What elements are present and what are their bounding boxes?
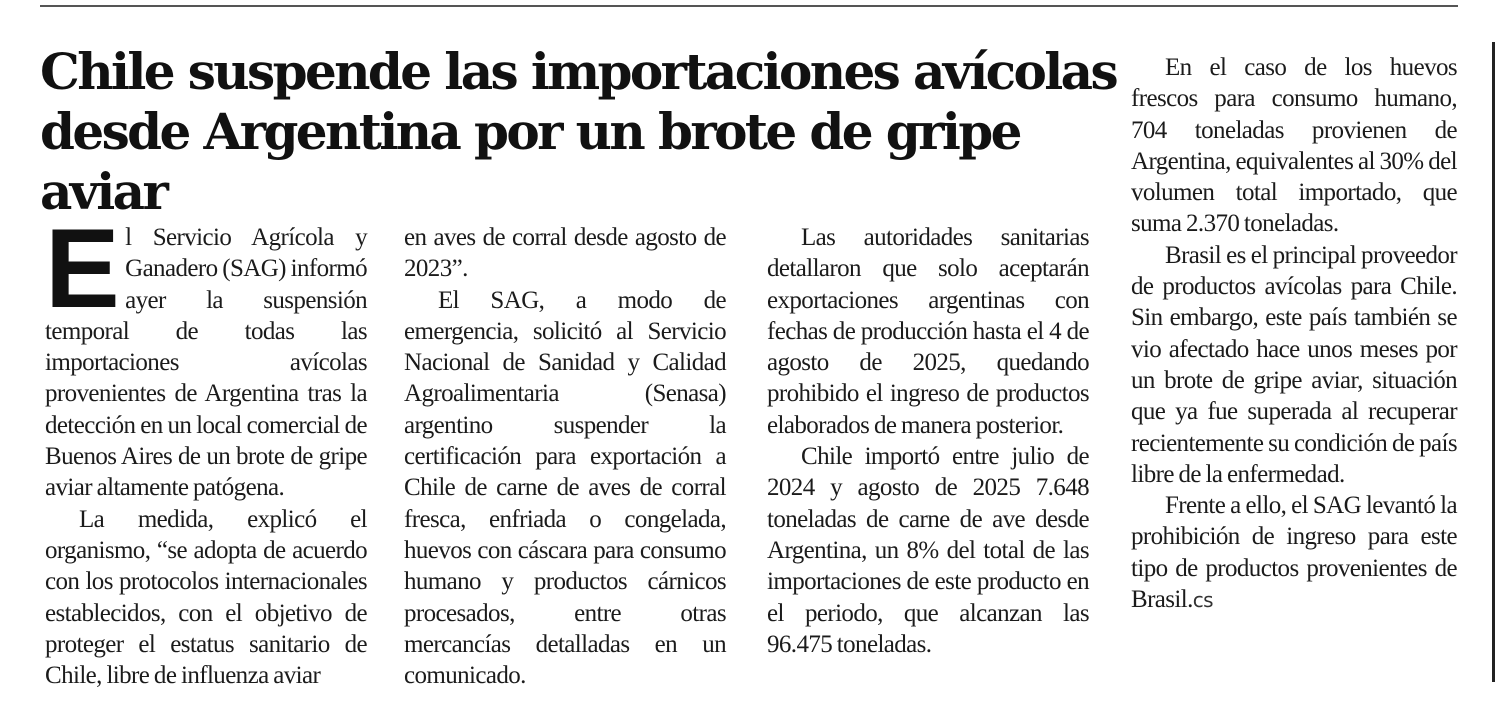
article-column-3 xyxy=(767,222,1089,660)
paragraph: Brasil es el principal proveedor de productos avícolas para Chile. Sin embargo, este país también se vio afectado hace unos meses por un brote de gripe aviar, situación que ya fue superada al recuperar recientemente su condición de país libre de la enfermedad. xyxy=(1131,241,1457,488)
drop-cap: E xyxy=(45,206,120,331)
paragraph: Las autoridades sanitarias detallaron que solo aceptarán exportaciones argentinas con fechas de producción hasta el 4 de agosto de 2025, quedando prohibido el ingreso de productos elaborados de manera posterior. xyxy=(767,224,1089,439)
paragraph: La medida, explicó el organismo, “se adopta de acuerdo con los protocolos internacionales establecidos, con el objetivo de proteger el estatus sanitario de Chile, libre de influenza aviar xyxy=(45,505,367,690)
article-column-1 xyxy=(45,206,367,691)
paragraph: en aves de corral desde agosto de 2023”. xyxy=(404,224,726,283)
paragraph: Chile importó entre julio de 2024 y agosto de 2025 7.648 toneladas de carne de ave desde Argentina, un 8% del total de las importaciones de este producto en el periodo, que alcanzan las 96.475 toneladas. xyxy=(767,443,1089,658)
top-rule xyxy=(40,5,1458,7)
paragraph-text: Frente a ello, el SAG levantó la prohibición de ingreso para este tipo de productos provenientes de Brasil. xyxy=(1131,492,1457,614)
end-mark-icon: cs xyxy=(1192,588,1213,613)
article-column-2 xyxy=(404,222,726,691)
headline: Chile suspende las importaciones avícolas desde Argentina por un brote de gripe aviar xyxy=(40,42,1116,221)
paragraph: El SAG, a modo de emergencia, solicitó al Servicio Nacional de Sanidad y Calidad Agroalimentaria (Senasa) argentino suspender la certificación para exportación a Chile de carne de aves de corral fresca, enfriada o congelada, huevos con cáscara para consumo humano y productos cárnicos procesados, entre otras mercancías detalladas en un comunicado. xyxy=(404,286,726,690)
paragraph: En el caso de los huevos frescos para consumo humano, 704 toneladas provienen de Argentina, equivalentes al 30% del volumen total importado, que suma 2.370 toneladas. xyxy=(1131,54,1457,238)
article-column-4 xyxy=(1131,52,1457,616)
paragraph-text: l Servicio Agrícola y Ganadero (SAG) informó ayer la suspensión temporal de todas las importaciones avícolas provenientes de Argentina tras la detección en un local comercial de Buenos Aires de un brote de gripe aviar altamente patógena. xyxy=(45,224,367,502)
right-column-rule xyxy=(1492,42,1495,682)
paragraph xyxy=(45,206,367,504)
paragraph xyxy=(1131,490,1457,616)
